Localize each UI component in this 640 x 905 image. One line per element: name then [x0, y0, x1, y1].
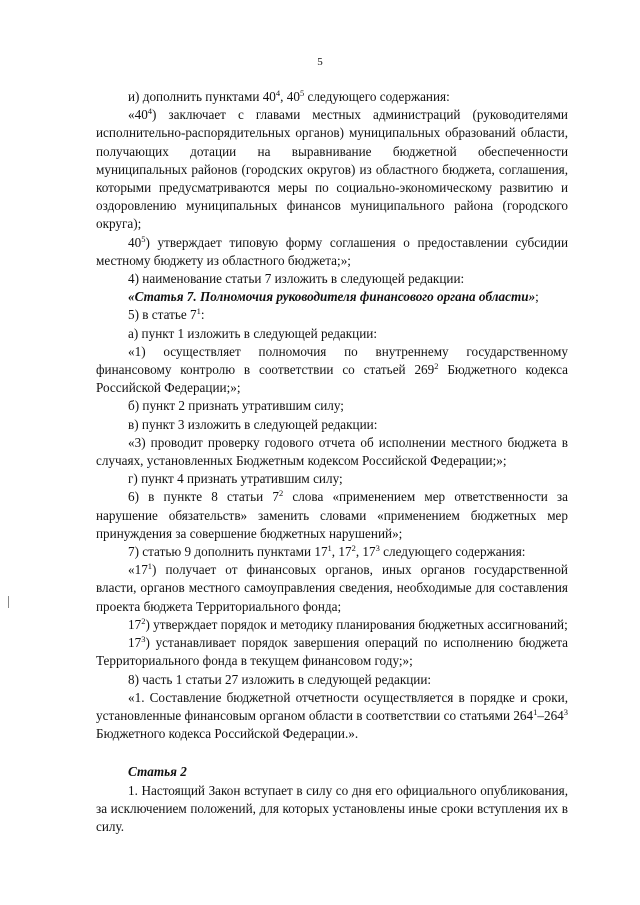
- text-run: «17: [128, 562, 148, 578]
- superscript: 3: [563, 706, 568, 717]
- paragraph: [96, 543, 568, 561]
- superscript: 2: [278, 488, 284, 499]
- text-run: «1) осуществляет полномочия по внутреннему государственному финансовому контролю в соответствии со статьей 269: [96, 343, 568, 378]
- text-run: следующего содержания:: [379, 544, 526, 560]
- text-run: ;: [535, 289, 539, 305]
- superscript: 1: [327, 543, 332, 554]
- superscript: 1: [533, 706, 538, 717]
- paragraph: [96, 325, 568, 343]
- text-run: следующего содержания:: [304, 89, 450, 104]
- text-run: г) пункт 4 признать утратившим силу;: [128, 471, 343, 487]
- text-run: 5) в статье 7: [128, 307, 197, 323]
- text-run: слова «применением мер ответственности за нарушение обязательств» заменить словами «применением бюджетных мер принуждения за совершение бюджетных нарушений»;: [96, 489, 568, 541]
- text-run: , 40: [280, 89, 300, 104]
- section-heading: [96, 288, 568, 306]
- document-body: [96, 88, 568, 836]
- text-run: ) утверждает типовую форму соглашения о предоставлении субсидии местному бюджету из областного бюджета;»;: [96, 234, 568, 268]
- text-run: 7) статью 9 дополнить пунктами 17: [128, 544, 328, 560]
- text-run: , 17: [355, 544, 376, 560]
- superscript: 1: [147, 561, 153, 572]
- article-heading: [96, 763, 568, 781]
- text-run: «3) проводит проверку годового отчета об исполнении местного бюджета в случаях, установленных Бюджетным кодексом Российской Федерации;»;: [96, 434, 568, 469]
- paragraph: [96, 689, 568, 744]
- paragraph: [96, 634, 568, 670]
- paragraph: [96, 782, 568, 837]
- text-run: 8) часть 1 статьи 27 изложить в следующей редакции:: [128, 671, 432, 687]
- text-run: и) дополнить пунктами 40: [128, 89, 276, 104]
- superscript: 5: [299, 88, 305, 98]
- text-run: ) утверждает порядок и методику планирования бюджетных ассигнований;: [145, 616, 568, 632]
- text-run: ) получает от финансовых органов, иных органов государственной власти, органов местного самоуправления сведения, необходимые для составления проекта бюджета Территориального фонда;: [96, 562, 568, 614]
- paragraph: [96, 434, 568, 470]
- superscript: 5: [141, 233, 146, 244]
- text-run: :: [200, 307, 205, 323]
- text-run: Бюджетного кодекса Российской Федерации.».: [96, 726, 359, 742]
- text-run: б) пункт 2 признать утратившим силу;: [128, 398, 344, 414]
- text-run: «1. Составление бюджетной отчетности осуществляется в порядке и сроки, установленные финансовым органом области в соответствии со статьями 264: [96, 689, 568, 723]
- text-run: ) устанавливает порядок завершения операций по исполнению бюджета Территориального фонда в текущем финансовом году;»;: [96, 635, 568, 669]
- text-run: ) заключает с главами местных администраций (руководителями исполнительно-распорядительных органов) муниципальных образований области, получающих дотации на выравнивание бюджетной обеспеченности муниципальных районов (городских округов) из областного бюджета, соглашения, которыми предусматриваются меры по социально-экономическому развитию и оздоровлению муниципальных финансов муниципального района (городского округа);: [96, 107, 568, 232]
- paragraph: [96, 671, 568, 689]
- superscript: 1: [196, 306, 201, 317]
- text-run: в) пункт 3 изложить в следующей редакции:: [128, 416, 378, 432]
- text-run: 40: [128, 234, 142, 250]
- text-run: , 17: [331, 544, 352, 560]
- paragraph: [96, 234, 568, 270]
- superscript: 2: [434, 361, 439, 372]
- text-run: «Статья 7. Полномочия руководителя финансового органа области»: [128, 289, 536, 305]
- superscript: 4: [147, 106, 153, 117]
- superscript: 2: [351, 543, 356, 554]
- text-run: 17: [128, 635, 142, 651]
- page-number: 5: [317, 56, 323, 68]
- paragraph: [96, 416, 568, 434]
- superscript: 2: [141, 615, 146, 626]
- superscript: 4: [275, 88, 281, 98]
- text-run: Статья 2: [128, 764, 187, 780]
- paragraph: [96, 616, 568, 634]
- paragraph: [96, 88, 568, 106]
- text-run: «40: [128, 107, 148, 123]
- superscript: 3: [141, 634, 146, 645]
- text-run: 1. Настоящий Закон вступает в силу со дня его официального опубликования, за исключением положений, для которых установлены иные сроки вступления их в силу.: [96, 782, 568, 834]
- paragraph: [96, 488, 568, 543]
- text-run: 17: [128, 616, 142, 632]
- paragraph: [96, 397, 568, 415]
- text-run: –264: [537, 707, 564, 723]
- text-run: а) пункт 1 изложить в следующей редакции:: [128, 325, 378, 341]
- paragraph: [96, 306, 568, 324]
- text-run: Бюджетного кодекса Российской Федерации;»;: [96, 362, 569, 396]
- paragraph: [96, 106, 568, 233]
- text-run: 6) в пункте 8 статьи 7: [128, 489, 279, 505]
- paragraph: [96, 343, 568, 398]
- margin-mark: [8, 596, 9, 608]
- paragraph: [96, 270, 568, 288]
- superscript: 3: [375, 543, 380, 554]
- paragraph: [96, 561, 568, 616]
- paragraph: [96, 470, 568, 488]
- text-run: 4) наименование статьи 7 изложить в следующей редакции:: [128, 271, 465, 287]
